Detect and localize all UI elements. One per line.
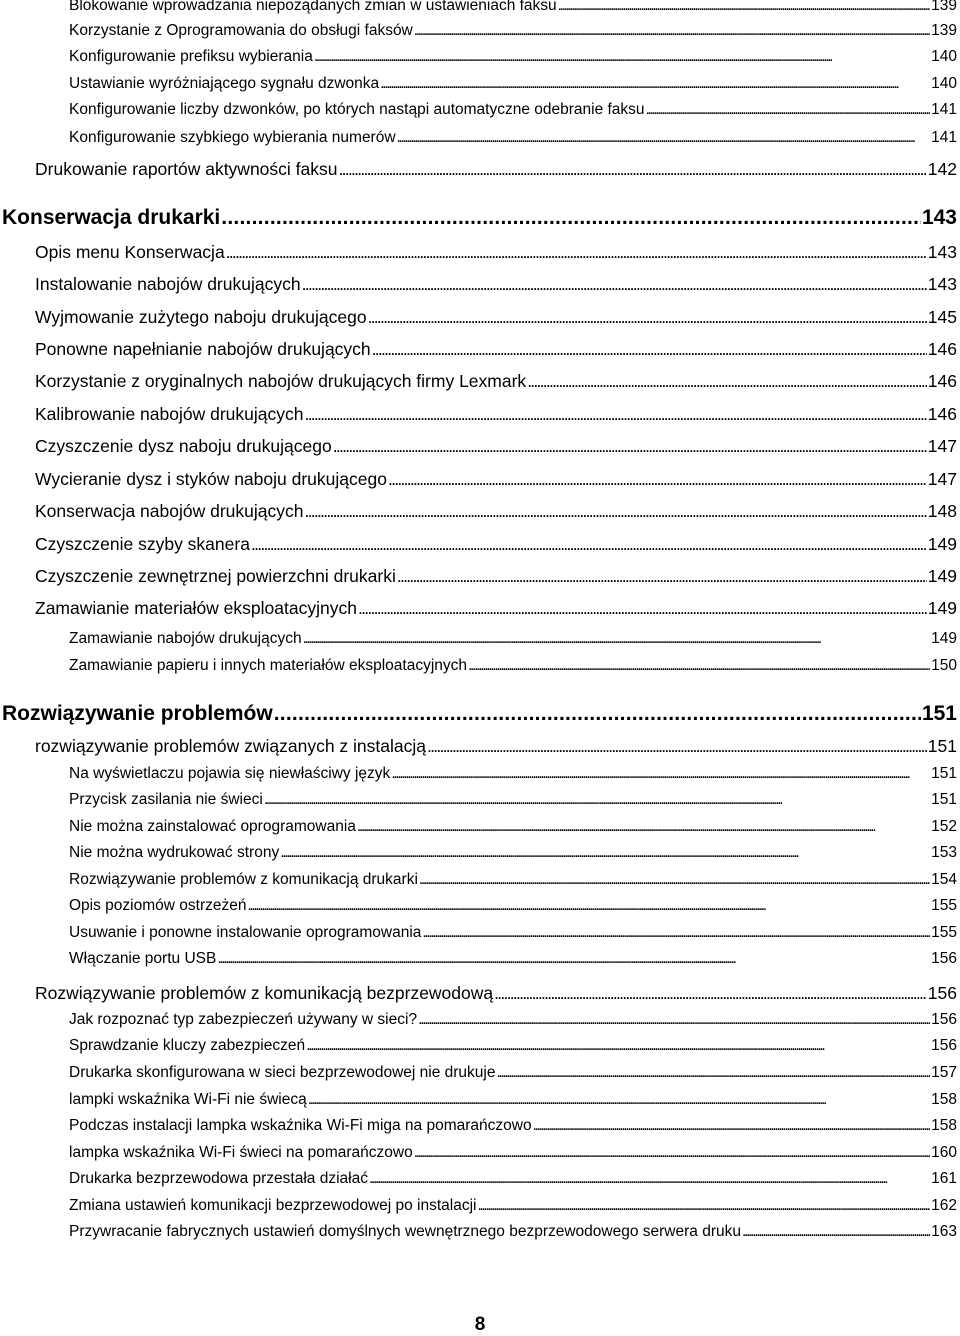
toc-entry-title: Przycisk zasilania nie świeci: [69, 791, 263, 808]
toc-entry[interactable]: [69, 1064, 957, 1082]
toc-entry-page: 151: [931, 765, 957, 782]
toc-entry[interactable]: [69, 871, 957, 889]
toc-entry[interactable]: [69, 791, 957, 809]
toc-entry-page: 147: [927, 469, 957, 489]
toc-dot-leader: [226, 242, 927, 263]
toc-dot-leader: [533, 1117, 931, 1135]
toc-entry[interactable]: [35, 566, 957, 587]
toc-dot-leader: [422, 924, 930, 942]
toc-dot-leader: [368, 307, 927, 328]
toc-entry-title: Drukarka skonfigurowana w sieci bezprzewodowej nie drukuje: [69, 1064, 496, 1081]
toc-dot-leader: [274, 702, 921, 726]
toc-entry[interactable]: [69, 1117, 957, 1135]
toc-dot-leader: [369, 1170, 930, 1188]
toc-dot-leader: [304, 501, 926, 522]
toc-entry-title: lampka wskaźnika Wi-Fi świeci na pomarańczowo: [69, 1144, 413, 1161]
toc-entry-title: Czyszczenie szyby skanera: [35, 534, 250, 554]
toc-entry[interactable]: [69, 22, 957, 40]
toc-entry-title: Czyszczenie dysz naboju drukującego: [35, 436, 332, 456]
toc-entry-title: Korzystanie z Oprogramowania do obsługi faksów: [69, 22, 413, 39]
toc-entry-page: 155: [931, 897, 957, 914]
toc-entry[interactable]: [69, 950, 957, 968]
toc-entry-page: 163: [931, 1223, 957, 1240]
toc-entry-page: 145: [927, 307, 957, 327]
toc-dot-leader: [306, 1037, 930, 1055]
toc-entry[interactable]: [69, 1037, 957, 1055]
toc-dot-leader: [494, 983, 927, 1004]
toc-dot-leader: [468, 657, 930, 675]
toc-entry-page: 148: [927, 501, 957, 521]
toc-entry[interactable]: [69, 897, 957, 915]
toc-entry-page: 143: [927, 242, 957, 262]
toc-dot-leader: [280, 844, 930, 862]
toc-dot-leader: [339, 159, 927, 180]
toc-entry-title: Opis menu Konserwacja: [35, 242, 225, 262]
toc-entry-page: 157: [931, 1064, 957, 1081]
toc-entry-page: 154: [931, 871, 957, 888]
toc-entry-title: Opis poziomów ostrzeżeń: [69, 897, 247, 914]
toc-dot-leader: [496, 1064, 930, 1082]
toc-entry[interactable]: [69, 657, 957, 675]
toc-entry-title: Konfigurowanie szybkiego wybierania numerów: [69, 129, 396, 146]
toc-entry-page: 153: [931, 844, 957, 861]
toc-entry-title: Zamawianie nabojów drukujących: [69, 630, 302, 647]
toc-dot-leader: [302, 274, 927, 295]
toc-entry[interactable]: [35, 736, 957, 757]
toc-dot-leader: [380, 75, 930, 93]
toc-entry-title: Jak rozpoznać typ zabezpieczeń używany w sieci?: [69, 1011, 418, 1028]
toc-entry-page: 149: [927, 566, 957, 586]
toc-entry[interactable]: [35, 404, 957, 425]
toc-entry-title: Włączanie portu USB: [69, 950, 217, 967]
toc-entry-title: Zamawianie materiałów eksploatacyjnych: [35, 598, 357, 618]
toc-entry[interactable]: [69, 1091, 957, 1109]
toc-entry-title: Konfigurowanie liczby dzwonków, po których nastąpi automatyczne odebranie faksu: [69, 101, 645, 118]
toc-entry-page: 140: [931, 75, 957, 92]
toc-entry[interactable]: [35, 159, 957, 180]
toc-dot-leader: [308, 1091, 930, 1109]
toc-entry[interactable]: [35, 983, 957, 1004]
toc-dot-leader: [478, 1197, 931, 1215]
page-number: 8: [474, 1314, 486, 1335]
toc-entry-page: 142: [927, 159, 957, 179]
toc-dot-leader: [414, 22, 930, 40]
toc-entry-title: Rozwiązywanie problemów z komunikacją drukarki: [69, 871, 418, 888]
toc-entry-title: Zmiana ustawień komunikacji bezprzewodowej po instalacji: [69, 1197, 477, 1214]
toc-entry-title: Korzystanie z oryginalnych nabojów drukujących firmy Lexmark: [35, 371, 527, 391]
toc-entry-title: Blokowanie wprowadzania niepożądanych zmian w ustawieniach faksu: [69, 0, 557, 14]
toc-entry-page: 161: [931, 1170, 957, 1187]
toc-entry-title: Drukowanie raportów aktywności faksu: [35, 159, 338, 179]
toc-entry-page: 162: [931, 1197, 957, 1214]
toc-entry-title: Rozwiązywanie problemów z komunikacją bezprzewodową: [35, 983, 494, 1003]
toc-entry[interactable]: [35, 371, 957, 392]
toc-entry[interactable]: [69, 924, 957, 942]
toc-entry-title: Wycieranie dysz i styków naboju drukującego: [35, 469, 387, 489]
toc-entry[interactable]: [69, 844, 957, 862]
toc-entry-title: Konfigurowanie prefiksu wybierania: [69, 48, 313, 65]
toc-dot-leader: [419, 871, 930, 889]
toc-dot-leader: [646, 101, 931, 119]
toc-entry[interactable]: [69, 765, 957, 783]
toc-entry-page: 149: [931, 630, 957, 647]
toc-dot-leader: [742, 1223, 930, 1241]
toc-entry[interactable]: [69, 1197, 957, 1215]
toc-entry-page: 156: [927, 983, 957, 1003]
toc-entry[interactable]: [35, 534, 957, 555]
toc-dot-leader: [397, 129, 931, 147]
toc-entry-page: 146: [927, 371, 957, 391]
toc-entry-title: Podczas instalacji lampka wskaźnika Wi-Fi miga na pomarańczowo: [69, 1117, 532, 1134]
toc-entry-title: Zamawianie papieru i innych materiałów eksploatacyjnych: [69, 657, 468, 674]
toc-entry-page: 139: [931, 0, 957, 14]
toc-entry-title: Nie można wydrukować strony: [69, 844, 280, 861]
toc-entry[interactable]: [35, 339, 957, 360]
toc-entry-page: 140: [931, 48, 957, 65]
toc-entry-page: 151: [927, 736, 957, 756]
toc-entry-page: 143: [921, 206, 957, 229]
toc-entry[interactable]: [35, 307, 957, 328]
toc-entry-page: 149: [927, 598, 957, 618]
toc-entry-title: Przywracanie fabrycznych ustawień domyślnych wewnętrznego bezprzewodowego serwera druku: [69, 1223, 741, 1240]
toc-entry-page: 156: [931, 1037, 957, 1054]
toc-entry[interactable]: [69, 1223, 957, 1241]
toc-entry-page: 141: [931, 101, 957, 118]
toc-entry[interactable]: [69, 129, 957, 147]
toc-entry-title: Drukarka bezprzewodowa przestała działać: [69, 1170, 368, 1187]
toc-entry-page: 160: [931, 1144, 957, 1161]
toc-dot-leader: [251, 534, 927, 555]
toc-entry[interactable]: [69, 101, 957, 119]
toc-entry-page: 147: [927, 436, 957, 456]
toc-entry-page: 152: [931, 818, 957, 835]
toc-entry-page: 156: [931, 1011, 957, 1028]
toc-entry-title: Usuwanie i ponowne instalowanie oprogramowania: [69, 924, 422, 941]
toc-entry-page: 150: [931, 657, 957, 674]
toc-entry[interactable]: [69, 0, 957, 15]
toc-entry[interactable]: [35, 242, 957, 263]
toc-entry-page: 146: [927, 404, 957, 424]
toc-dot-leader: [305, 404, 927, 425]
toc-dot-leader: [247, 897, 930, 915]
toc-entry-title: Sprawdzanie kluczy zabezpieczeń: [69, 1037, 306, 1054]
toc-dot-leader: [303, 630, 931, 648]
toc-entry-page: 139: [931, 22, 957, 39]
toc-entry-title: Na wyświetlaczu pojawia się niewłaściwy język: [69, 765, 391, 782]
toc-dot-leader: [414, 1144, 930, 1162]
toc-entry-page: 141: [931, 129, 957, 146]
toc-chapter[interactable]: [2, 206, 957, 230]
toc-entry-title: Kalibrowanie nabojów drukujących: [35, 404, 304, 424]
toc-entry-title: Ustawianie wyróżniającego sygnału dzwonka: [69, 75, 380, 92]
toc-entry[interactable]: [35, 469, 957, 490]
toc-entry-page: 146: [927, 339, 957, 359]
toc-dot-leader: [221, 206, 921, 230]
toc-entry[interactable]: [35, 501, 957, 522]
toc-entry[interactable]: [69, 818, 957, 836]
toc-dot-leader: [427, 736, 927, 757]
toc-dot-leader: [372, 339, 927, 360]
toc-entry-page: 149: [927, 534, 957, 554]
toc-entry[interactable]: [35, 274, 957, 295]
toc-entry[interactable]: [35, 598, 957, 619]
toc-entry[interactable]: [69, 75, 957, 93]
toc-entry-title: Rozwiązywanie problemów: [2, 702, 273, 725]
toc-dot-leader: [397, 566, 927, 587]
toc-entry-page: 158: [931, 1091, 957, 1108]
toc-entry-title: Wyjmowanie zużytego naboju drukującego: [35, 307, 367, 327]
toc-entry-title: rozwiązywanie problemów związanych z instalacją: [35, 736, 426, 756]
toc-dot-leader: [418, 1011, 930, 1029]
toc-dot-leader: [558, 0, 930, 15]
toc-entry-title: Instalowanie nabojów drukujących: [35, 274, 301, 294]
toc-entry-page: 156: [931, 950, 957, 967]
toc-entry[interactable]: [69, 1144, 957, 1162]
toc-entry[interactable]: [69, 48, 957, 66]
toc-entry[interactable]: [69, 1011, 957, 1029]
toc-entry[interactable]: [69, 1170, 957, 1188]
toc-entry-title: Nie można zainstalować oprogramowania: [69, 818, 356, 835]
toc-dot-leader: [358, 598, 927, 619]
toc-entry[interactable]: [35, 436, 957, 457]
toc-entry-title: Konserwacja drukarki: [2, 206, 221, 229]
toc-dot-leader: [314, 48, 930, 66]
toc-entry-page: 151: [931, 791, 957, 808]
toc-dot-leader: [357, 818, 930, 836]
toc-entry-page: 151: [921, 702, 957, 725]
toc-entry-page: 155: [931, 924, 957, 941]
toc-entry-title: Konserwacja nabojów drukujących: [35, 501, 304, 521]
toc-entry[interactable]: [69, 630, 957, 648]
toc-entry-page: 158: [931, 1117, 957, 1134]
toc-dot-leader: [264, 791, 930, 809]
toc-entry-page: 143: [927, 274, 957, 294]
toc-dot-leader: [217, 950, 930, 968]
toc-dot-leader: [333, 436, 927, 457]
toc-entry-title: lampki wskaźnika Wi-Fi nie świecą: [69, 1091, 307, 1108]
toc-dot-leader: [527, 371, 927, 392]
toc-entry-title: Ponowne napełnianie nabojów drukujących: [35, 339, 371, 359]
toc-dot-leader: [391, 765, 930, 783]
toc-dot-leader: [388, 469, 927, 490]
toc-entry-title: Czyszczenie zewnętrznej powierzchni drukarki: [35, 566, 396, 586]
toc-chapter[interactable]: [2, 702, 957, 726]
